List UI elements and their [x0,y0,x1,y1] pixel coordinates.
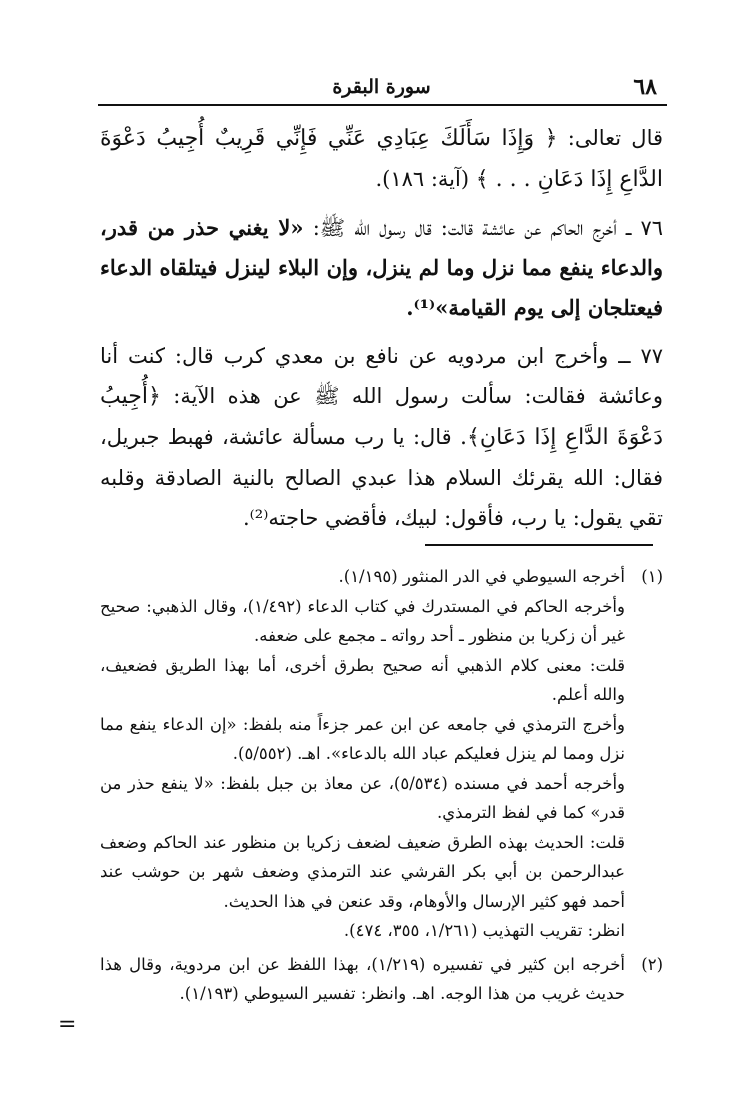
page-header [100,74,663,104]
footnote-paragraph: وأخرجه الحاكم في المستدرك في كتاب الدعاء (١/٤٩٢)، وقال الذهبي: صحيح غير أن زكريا بن منظور ـ أحد رواته ـ مجمع على ضعفه. [100,596,625,645]
hadith-77-part2: قال: يا رب مسألة عائشة، فهبط جبريل، فقال: الله يقرئك السلام هذا عبدي الصالح بالنية الصادقة وقلبه تقي يقول: يا رب، فأقول: لبيك، فأقضي حاجته⁽²⁾. [100,425,664,530]
footnote-paragraph: أخرجه ابن كثير في تفسيره (١/٢١٩)، بهذا اللفظ عن ابن مردوية، وقال هذا حديث غريب من هذا الوجه. اهـ. وانظر: تفسير السيوطي (١/١٩٣). [100,954,626,1003]
footnote-paragraph: قلت: الحديث بهذه الطرق ضعيف لضعف زكريا بن منظور عند الحاكم وضعف عبدالرحمن بن أبي بكر القرشي عند الترمذي وضعف شهر بن حوشب عند أحمد فهو كثير الإرسال والأوهام، وقد عنعن في هذا الحديث. [100,832,625,911]
hadith-77-part1: ٧٧ ــ وأخرج ابن مردويه عن نافع بن معدي كرب قال: كنت أنا وعائشة فقالت: سألت رسول الله ﷺ عن هذه الآية: [100,344,663,408]
continuation-mark: = [58,1012,77,1037]
verse-reference: (آية: ١٨٦). [375,167,470,191]
main-text [100,118,663,546]
footnote-paragraph: قلت: معنى كلام الذهبي أنه صحيح بطرق أخرى، أما بهذا الطريق فضعيف، والله أعلم. [100,655,625,704]
hadith-76 [100,208,663,328]
hadith-76-text: «لا يغني حذر من قدر، والدعاء ينفع مما نزل وما لم ينزل، وإن البلاء لينزل فيتلقاه الدعاء فيعتلجان إلى يوم القيامة»⁽¹⁾. [100,215,663,320]
footnote-paragraph: أخرجه السيوطي في الدر المنثور (١/١٩٥). [338,567,625,586]
footnote-paragraph: وأخرجه أحمد في مسنده (٥/٥٣٤)، عن معاذ بن جبل بلفظ: «لا ينفع حذر من قدر» كما في لفظ الترمذي. [100,773,625,822]
hadith-77 [100,336,663,538]
footnote-2 [100,950,663,1009]
hadith-76-lead: ٧٦ ــ أخرج الحاكم عن عائشة قالت: قال رسول الله ﷺ: [312,216,663,240]
footnote-divider [425,544,653,546]
quran-verse: ﴿ وَإِذَا سَأَلَكَ عِبَادِي عَنِّي فَإِنِّي قَرِيبٌ أُجِيبُ دَعْوَةَ الدَّاعِ إِذَا دَعَانِ . . . ﴾ [100,126,663,192]
footnote-1 [100,562,663,946]
page-number: ٦٨ [633,74,657,100]
verse-paragraph [100,118,663,200]
footnotes [100,562,663,1009]
footnote-paragraph: وأخرج الترمذي في جامعه عن ابن عمر جزءاً منه بلفظ: «إن الدعاء ينفع مما نزل ومما لم ينزل فعليكم عباد الله بالدعاء». اهـ. (٥/٥٥٢). [100,714,625,763]
footnote-2-number: (٢) [641,954,663,974]
footnote-1-number: (١) [641,567,663,586]
footnote-paragraph: انظر: تقريب التهذيب (١/٢٦١، ٣٥٥، ٤٧٤). [343,921,625,940]
surah-title: سورة البقرة [332,76,431,98]
hadith-77-quran: ﴿أُجِيبُ دَعْوَةَ الدَّاعِ إِذَا دَعَانِ﴾. [100,384,663,450]
footnote-1-body [100,562,625,946]
header-divider [98,104,667,106]
verse-lead: قال تعالى: [567,126,664,150]
footnote-2-body [100,950,625,1009]
